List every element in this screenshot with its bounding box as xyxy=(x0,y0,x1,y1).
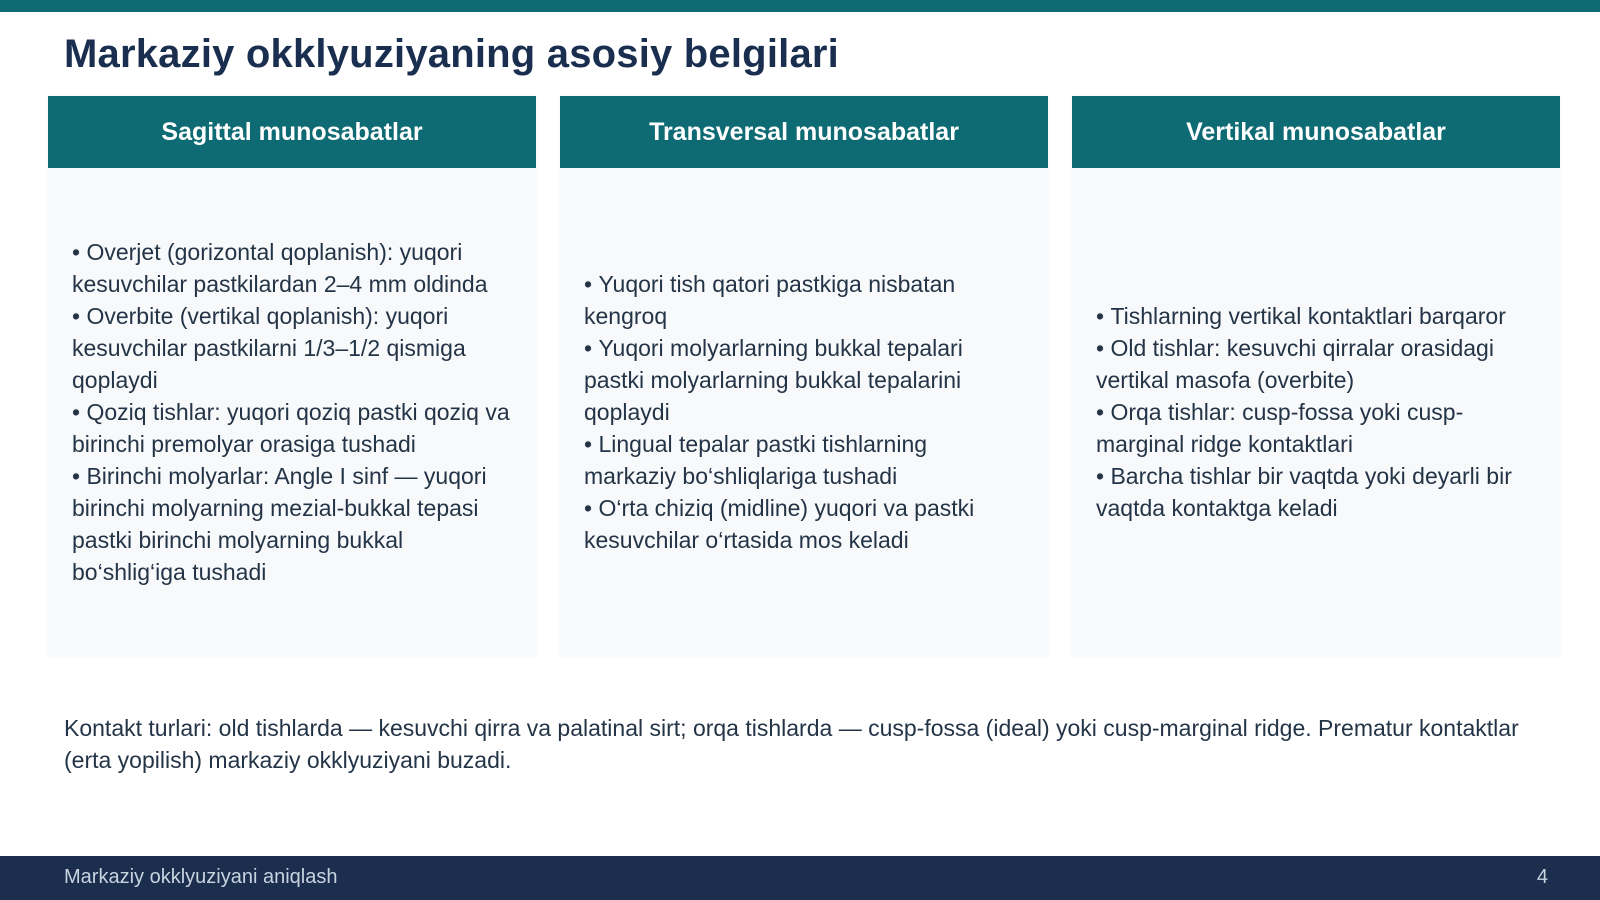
bullet-list xyxy=(72,236,512,588)
bullet-item: • Barcha tishlar bir vaqtda yoki deyarli bir vaqtda kontaktga keladi xyxy=(1096,460,1536,524)
footer-title: Markaziy okklyuziyani aniqlash xyxy=(64,866,338,888)
bullet-item: • O‘rta chiziq (midline) yuqori va pastki kesuvchilar o‘rtasida mos keladi xyxy=(584,492,1024,556)
slide-title: Markaziy okklyuziyaning asosiy belgilari xyxy=(64,32,839,76)
contact-types-note: Kontakt turlari: old tishlarda — kesuvchi qirra va palatinal sirt; orqa tishlarda — cusp-fossa (ideal) yoki cusp-marginal ridge. Prematur kontaktlar (erta yopilish) markaziy okklyuziyani buzadi. xyxy=(64,715,1519,773)
column-header: Vertikal munosabatlar xyxy=(1072,96,1560,168)
bullet-item: • Yuqori molyarlarning bukkal tepalari pastki molyarlarning bukkal tepalarini qoplaydi xyxy=(584,332,1024,428)
columns-container xyxy=(48,96,1560,656)
bullet-item: • Old tishlar: kesuvchi qirralar orasidagi vertikal masofa (overbite) xyxy=(1096,332,1536,396)
bullet-item: • Tishlarning vertikal kontaktlari barqaror xyxy=(1096,300,1536,332)
footer-bar xyxy=(0,856,1600,900)
bullet-item: • Yuqori tish qatori pastkiga nisbatan kengroq xyxy=(584,268,1024,332)
bullet-item: • Orqa tishlar: cusp-fossa yoki cusp-marginal ridge kontaktlari xyxy=(1096,396,1536,460)
page-number: 4 xyxy=(1536,866,1548,888)
top-accent-bar xyxy=(0,0,1600,12)
bullet-list xyxy=(1096,300,1536,524)
bullet-item: • Overjet (gorizontal qoplanish): yuqori kesuvchilar pastkilardan 2–4 mm oldinda xyxy=(72,236,512,300)
column-body xyxy=(584,168,1024,656)
column-header: Sagittal munosabatlar xyxy=(48,96,536,168)
column-body xyxy=(72,168,512,656)
bullet-item: • Overbite (vertikal qoplanish): yuqori kesuvchilar pastkilarni 1/3–1/2 qismiga qoplaydi xyxy=(72,300,512,396)
column-vertical xyxy=(1072,96,1560,656)
bullet-list xyxy=(584,268,1024,556)
bullet-item: • Qoziq tishlar: yuqori qoziq pastki qoziq va birinchi premolyar orasiga tushadi xyxy=(72,396,512,460)
column-header: Transversal munosabatlar xyxy=(560,96,1048,168)
bullet-item: • Birinchi molyarlar: Angle I sinf — yuqori birinchi molyarning mezial-bukkal tepasi pastki birinchi molyarning bukkal bo‘shlig‘iga tushadi xyxy=(72,460,512,588)
column-body xyxy=(1096,168,1536,656)
column-sagittal xyxy=(48,96,536,656)
column-transversal xyxy=(560,96,1048,656)
bullet-item: • Lingual tepalar pastki tishlarning markaziy bo‘shliqlariga tushadi xyxy=(584,428,1024,492)
